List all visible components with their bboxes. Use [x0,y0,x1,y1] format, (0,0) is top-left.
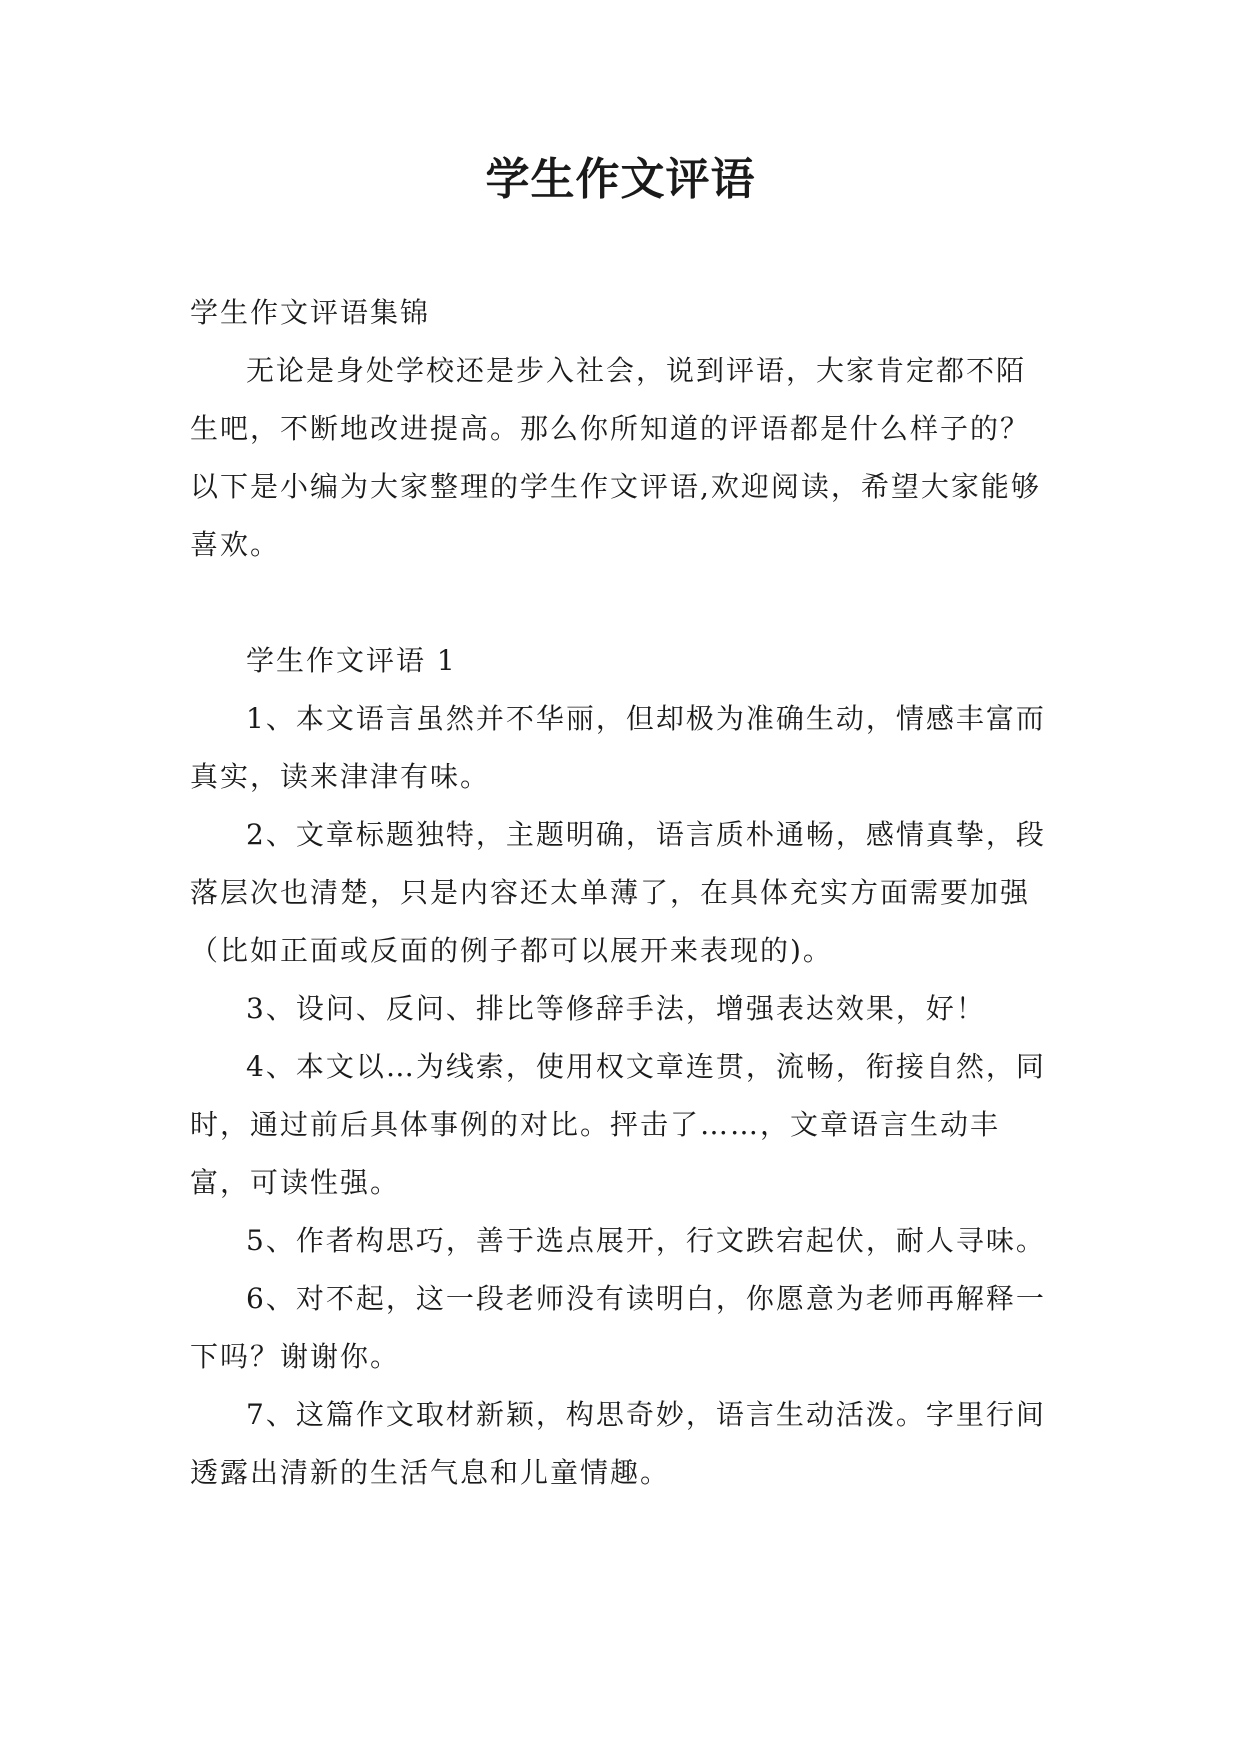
section-heading: 学生作文评语 1 [246,644,457,677]
comment-item-2: 2、文章标题独特，主题明确，语言质朴通畅，感情真挚，段落层次也清楚，只是内容还太单薄了，在具体充实方面需要加强（比如正面或反面的例子都可以展开来表现的)。 [190,818,1046,967]
paragraph-spacer [190,574,1050,632]
comment-item-6: 6、对不起，这一段老师没有读明白，你愿意为老师再解释一下吗？谢谢你。 [190,1282,1046,1373]
comment-item-7: 7、这篇作文取材新颖，构思奇妙，语言生动活泼。字里行间透露出清新的生活气息和儿童情趣。 [190,1398,1046,1489]
comment-item-4: 4、本文以…为线索，使用权文章连贯，流畅，衔接自然，同时，通过前后具体事例的对比。抨击了……，文章语言生动丰富，可读性强。 [190,1050,1046,1199]
comment-item-1: 1、本文语言虽然并不华丽，但却极为准确生动，情感丰富而真实，读来津津有味。 [190,702,1046,793]
document-title: 学生作文评语 [485,154,756,205]
comment-item-5: 5、作者构思巧，善于选点展开，行文跌宕起伏，耐人寻味。 [246,1224,1046,1257]
document-body [190,284,1050,1502]
intro-paragraph: 无论是身处学校还是步入社会，说到评语，大家肯定都不陌生吧，不断地改进提高。那么你所知道的评语都是什么样子的？以下是小编为大家整理的学生作文评语,欢迎阅读，希望大家能够喜欢。 [190,354,1041,561]
document-subtitle: 学生作文评语集锦 [190,296,431,329]
comment-item-3: 3、设问、反问、排比等修辞手法，增强表达效果，好！ [246,992,986,1025]
